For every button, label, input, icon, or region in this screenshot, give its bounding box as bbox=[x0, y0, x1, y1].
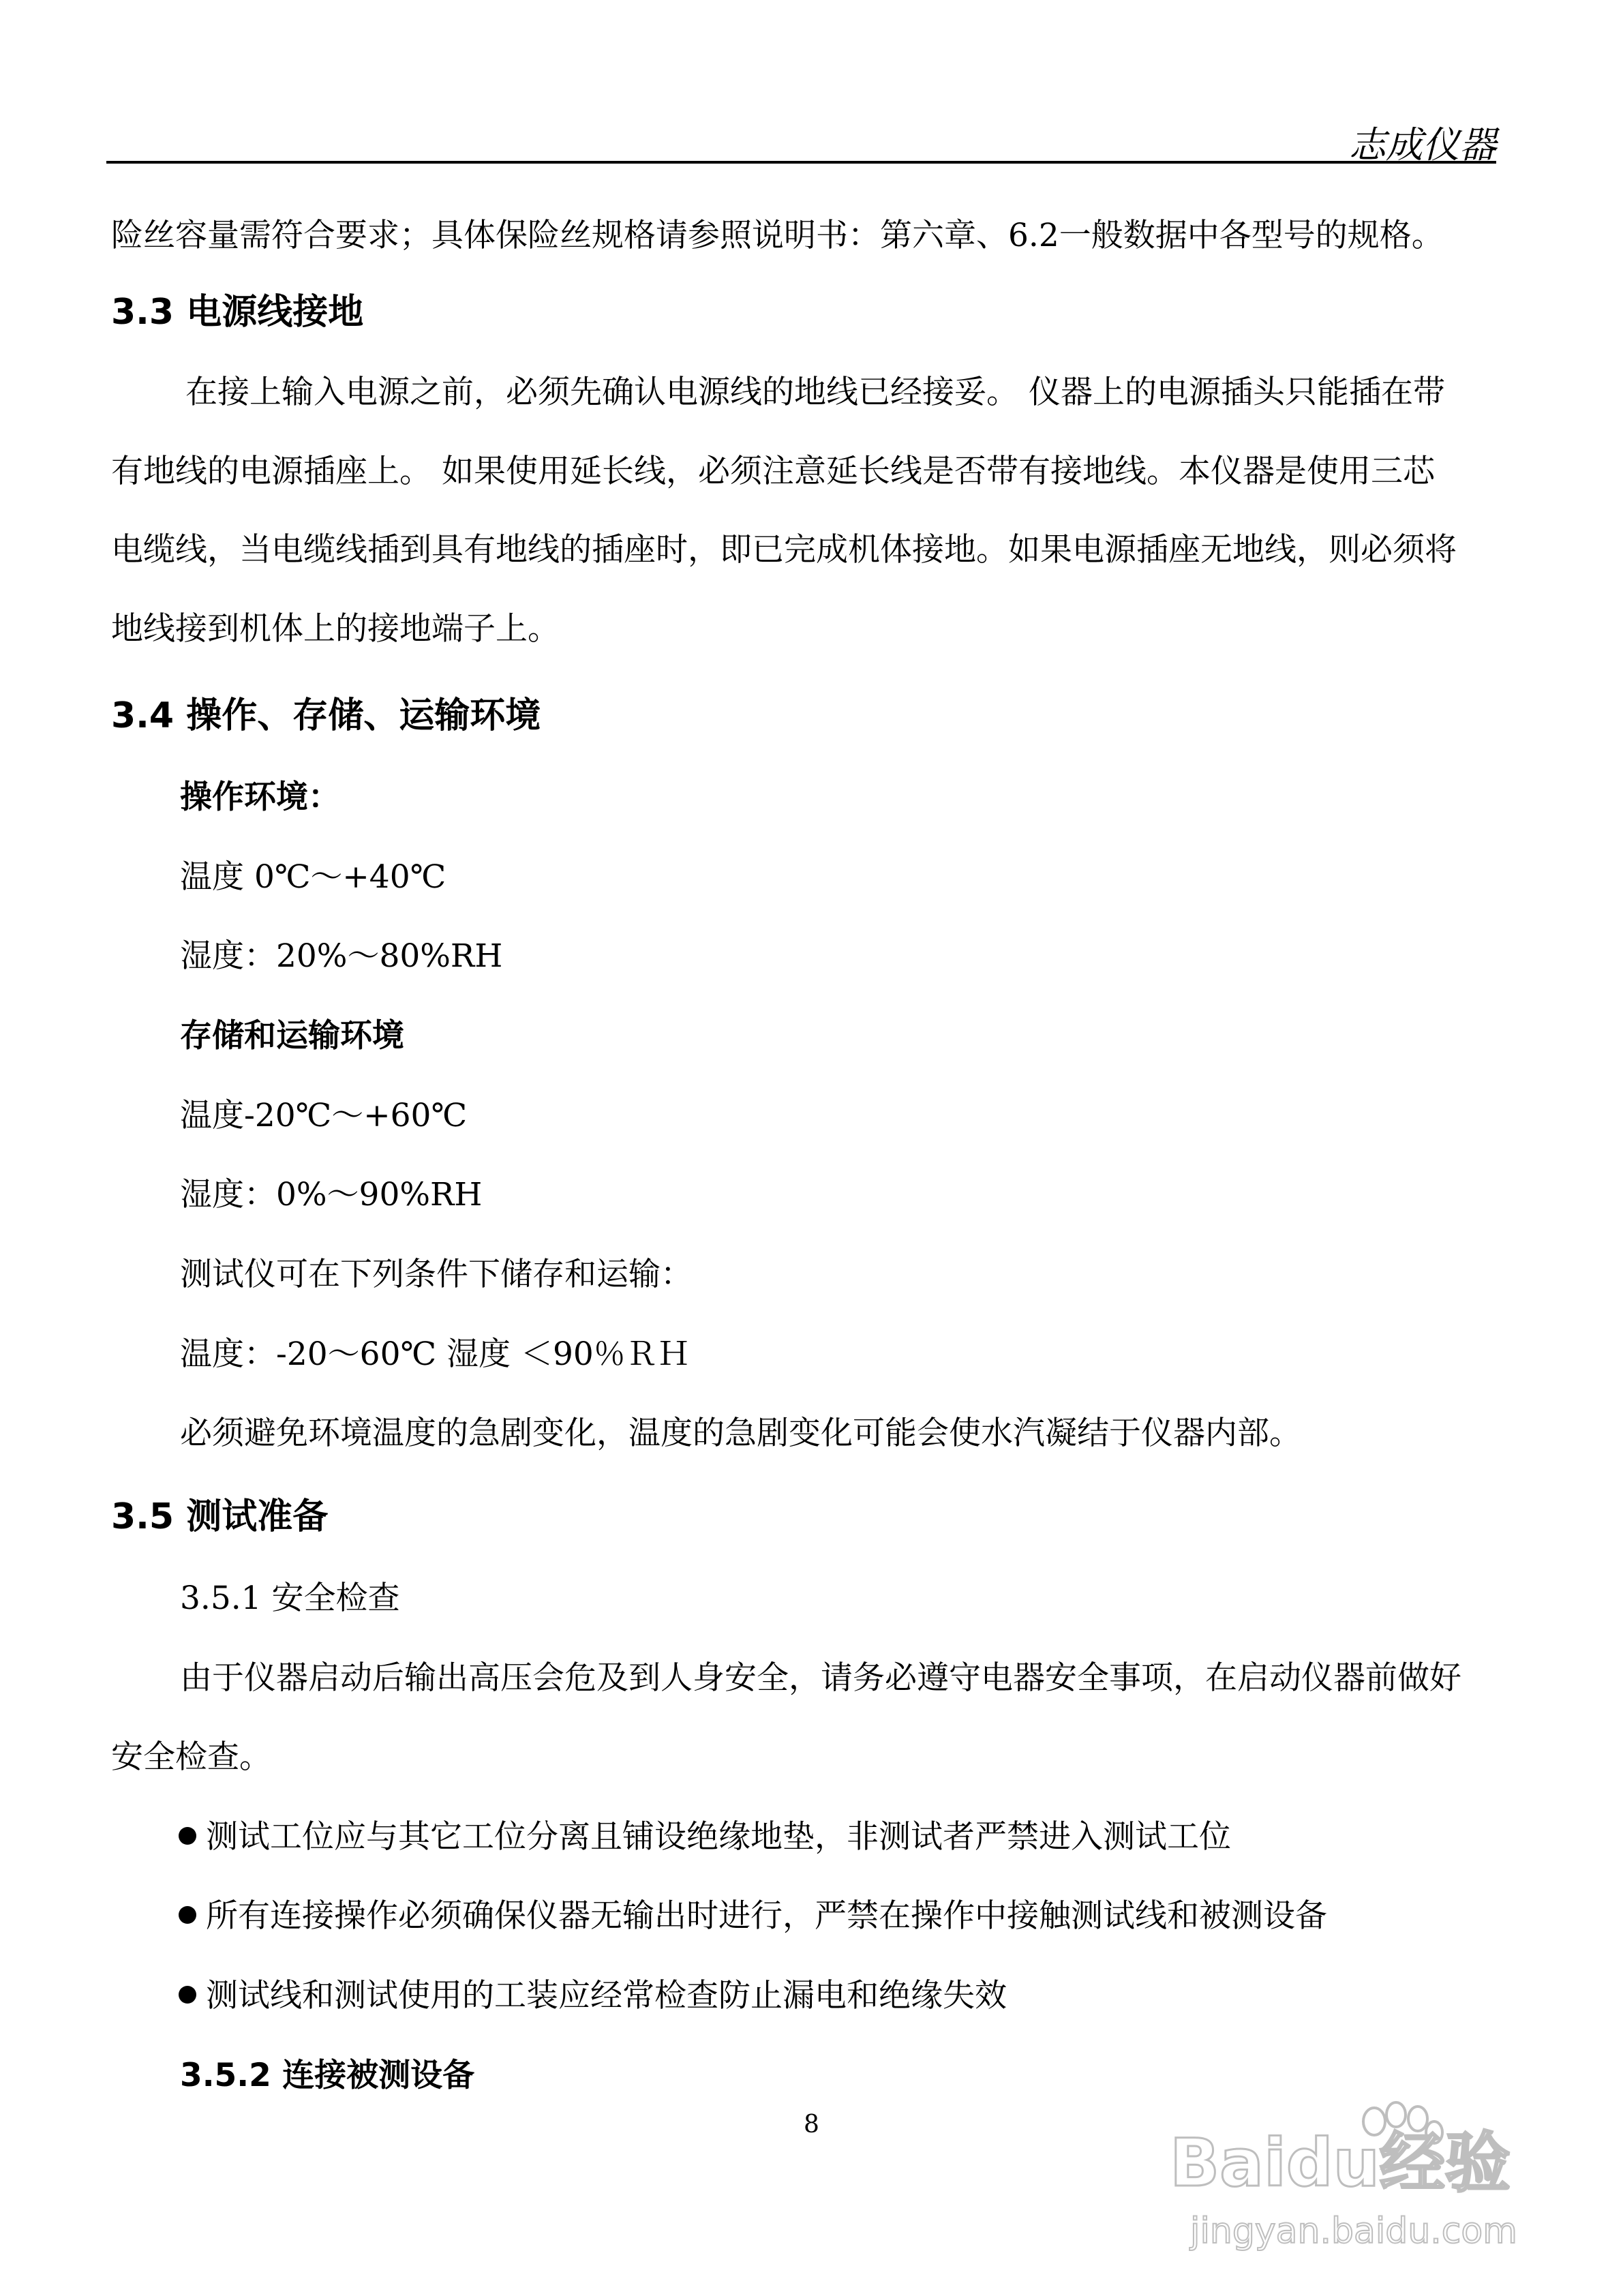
paragraph-line: 有地线的电源插座上。 如果使用延长线，必须注意延长线是否带有接地线。本仪器是使用三芯 bbox=[111, 453, 1435, 490]
paragraph-line: 安全检查。 bbox=[111, 1738, 271, 1776]
bullet-item bbox=[179, 1817, 1231, 1858]
header-rule bbox=[106, 161, 1496, 164]
spec-line: 温度 0℃～+40℃ bbox=[180, 858, 446, 896]
paragraph-line: 电缆线，当电缆线插到具有地线的插座时，即已完成机体接地。如果电源插座无地线，则必须将 bbox=[111, 531, 1457, 569]
spec-line: 温度：-20～60℃ 湿度 ＜90％ＲＨ bbox=[180, 1335, 690, 1373]
subsection-heading-3-5-2: 3.5.2 连接被测设备 bbox=[180, 2057, 475, 2094]
paragraph-line: 测试仪可在下列条件下储存和运输： bbox=[180, 1256, 693, 1293]
bullet-dot-icon bbox=[179, 1986, 196, 2004]
bullet-dot-icon bbox=[179, 1827, 196, 1845]
subsection-heading-3-5-1: 3.5.1 安全检查 bbox=[180, 1580, 400, 1617]
paragraph-line: 由于仪器启动后输出高压会危及到人身安全，请务必遵守电器安全事项，在启动仪器前做好 bbox=[180, 1659, 1461, 1697]
section-heading-3-3: 3.3 电源线接地 bbox=[111, 292, 364, 333]
paragraph-line: 在接上输入电源之前，必须先确认电源线的地线已经接妥。 仪器上的电源插头只能插在带 bbox=[185, 374, 1445, 411]
page-number: 8 bbox=[804, 2111, 819, 2139]
watermark-brand: Baidu经验 bbox=[1170, 2125, 1511, 2201]
bullet-item bbox=[179, 1896, 1327, 1937]
bullet-text: 所有连接操作必须确保仪器无输出时进行，严禁在操作中接触测试线和被测设备 bbox=[206, 1897, 1327, 1935]
bullet-dot-icon bbox=[179, 1906, 196, 1924]
section-heading-3-5: 3.5 测试准备 bbox=[111, 1496, 329, 1537]
section-heading-3-4: 3.4 操作、存储、运输环境 bbox=[111, 695, 541, 736]
subheading-operating-environment: 操作环境： bbox=[180, 779, 340, 816]
running-header: 志成仪器 bbox=[1349, 123, 1496, 166]
spec-line: 温度-20℃～+60℃ bbox=[180, 1097, 468, 1134]
paragraph-line: 险丝容量需符合要求；具体保险丝规格请参照说明书：第六章、6.2一般数据中各型号的规格。 bbox=[111, 217, 1444, 254]
spec-line: 湿度：20%～80%RH bbox=[180, 937, 503, 975]
bullet-text: 测试线和测试使用的工装应经常检查防止漏电和绝缘失效 bbox=[206, 1977, 1007, 2014]
paragraph-line: 必须避免环境温度的急剧变化，温度的急剧变化可能会使水汽凝结于仪器内部。 bbox=[180, 1415, 1301, 1452]
bullet-item bbox=[179, 1976, 1007, 2016]
watermark-url: jingyan.baidu.com bbox=[1190, 2211, 1517, 2252]
subheading-storage-environment: 存储和运输环境 bbox=[180, 1017, 404, 1055]
baidu-jingyan-watermark bbox=[1163, 2098, 1545, 2255]
spec-line: 湿度：0%～90%RH bbox=[180, 1176, 483, 1213]
bullet-text: 测试工位应与其它工位分离且铺设绝缘地垫，非测试者严禁进入测试工位 bbox=[206, 1818, 1231, 1856]
paragraph-line: 地线接到机体上的接地端子上。 bbox=[111, 610, 560, 648]
